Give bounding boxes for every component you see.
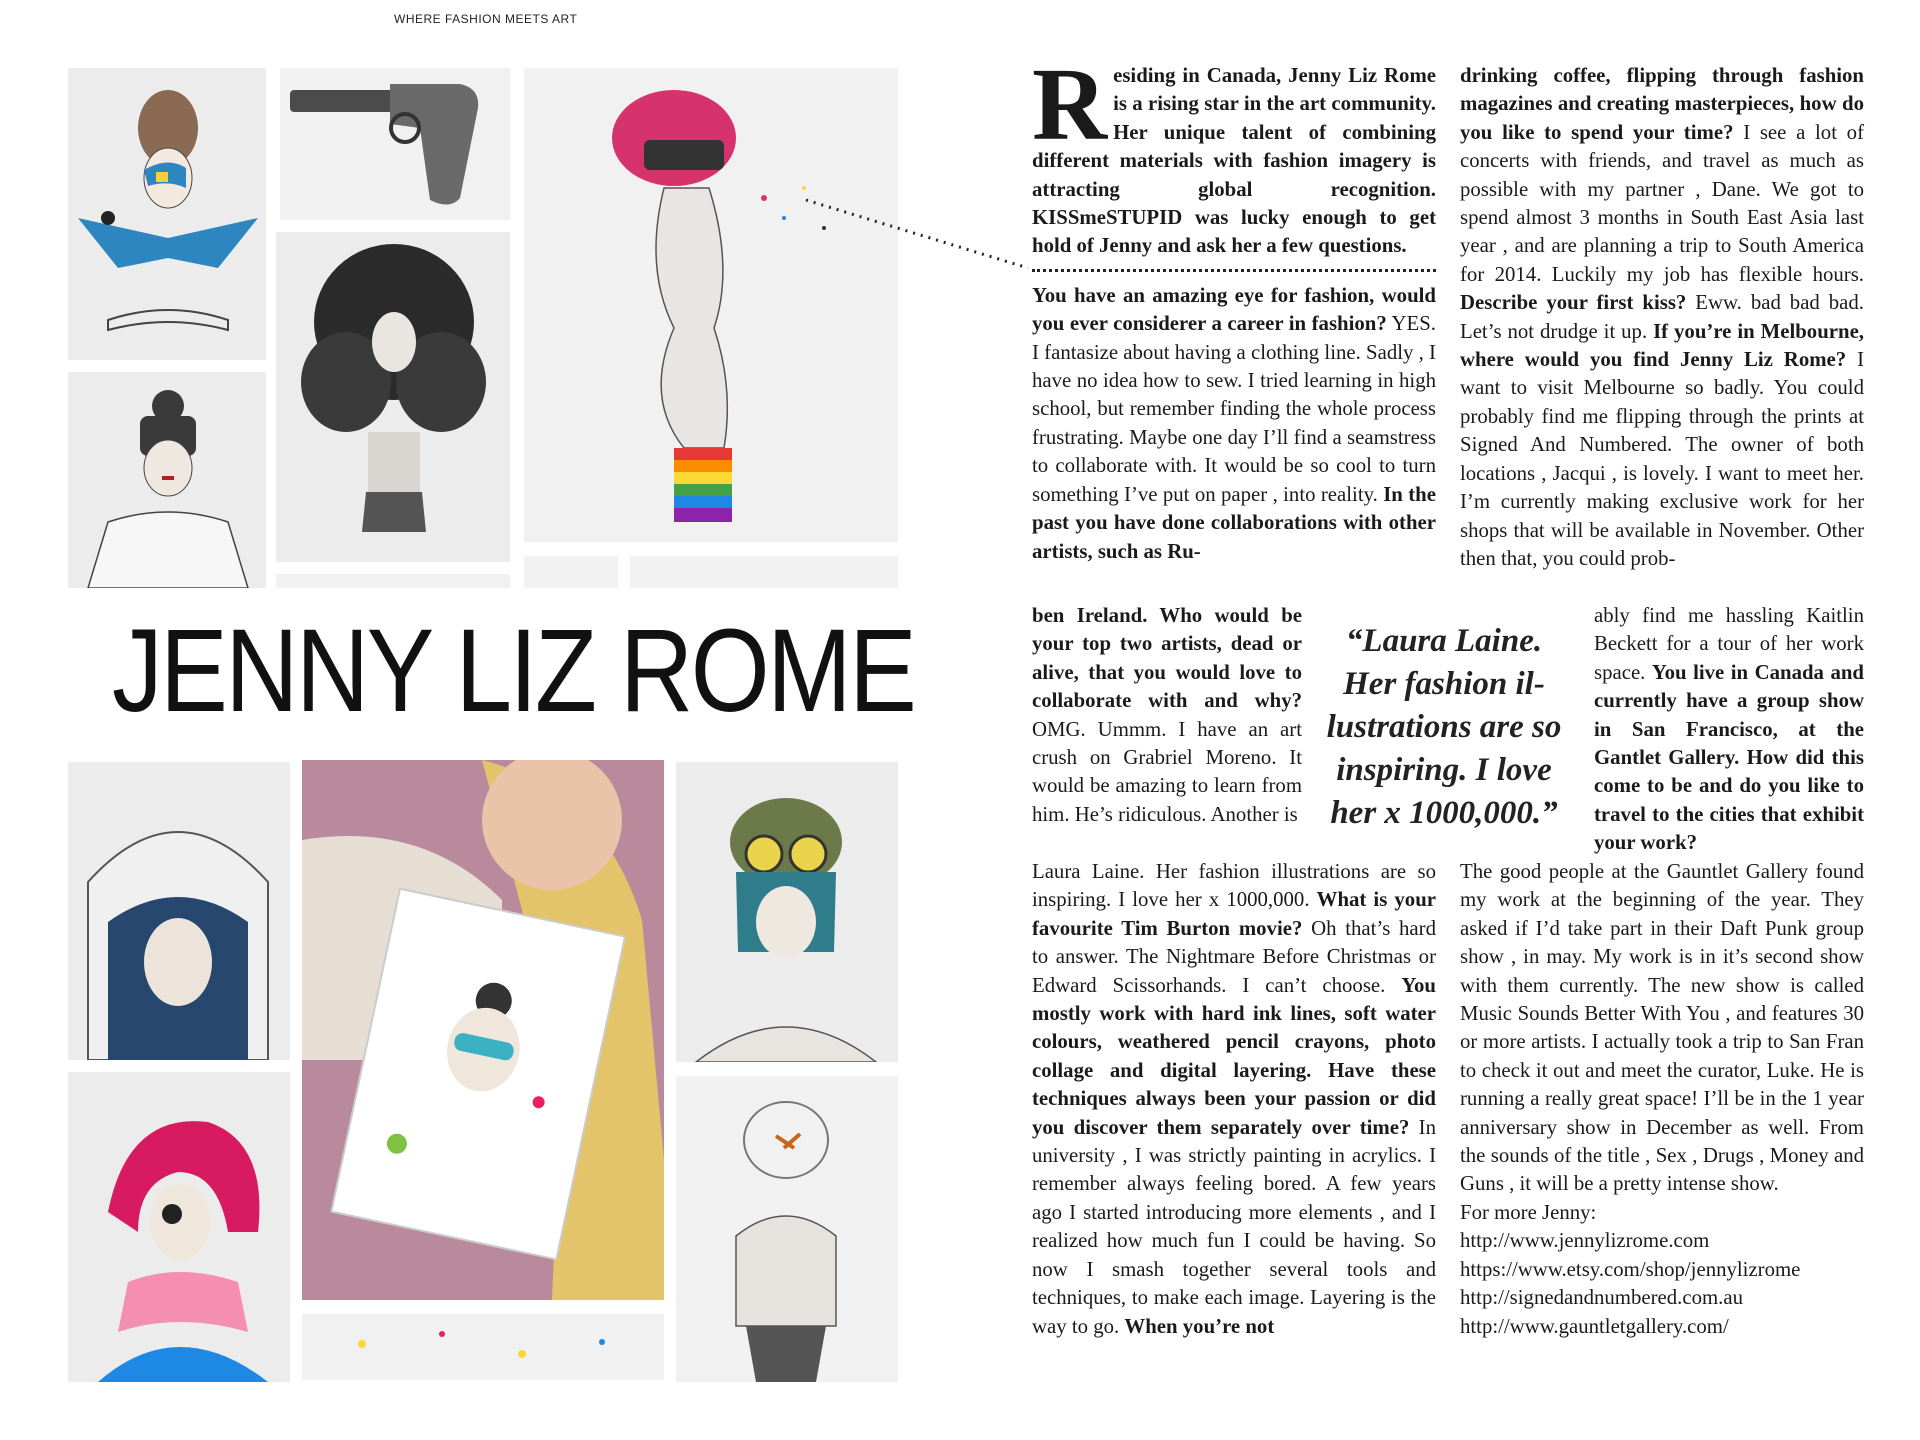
article-column-1-bottom — [1032, 858, 1436, 1341]
more-label: For more Jenny: — [1460, 1200, 1597, 1224]
question-5b: drinking coffee, flipping through fashion magazines and creating masterpieces, how do you like to spend your time? — [1460, 64, 1864, 144]
answer-5: I see a lot of concerts with friends, and travel as much as possible with my partner , Dane. We got to spend almost 3 months in South East Asia last year , and are planning a trip to South America for 2014. Luckily my job has flexible hours. — [1460, 120, 1864, 286]
pull-quote: “Laura Laine. Her fashion il-lustrations are so inspiring. I love her x 1000,000.” — [1326, 623, 1562, 831]
answer-2b: Laura Laine. Her fashion illustrations are so inspiring. I love her x 1000,000. — [1032, 860, 1436, 912]
artwork-aviator-goggles-woman — [676, 762, 898, 1062]
artwork-strip-b — [524, 556, 618, 588]
question-8: You live in Canada and currently have a group show in San Francisco, at the Gantlet Gallery. How did this come to be and do you like to travel to the cities that exhibit your work? — [1594, 660, 1864, 855]
answer-3: Oh that’s hard to answer. The Nightmare Before Christmas or Edward Scissorhands. I can’t choose. — [1032, 916, 1436, 997]
artwork-lion-hair-woman — [276, 232, 510, 562]
artwork-red-hair-eyepatch-woman — [68, 1072, 290, 1382]
link-signed-and-numbered[interactable]: http://signedandnumbered.com.au — [1460, 1286, 1744, 1310]
question-3: What is your favourite Tim Burton movie? — [1032, 888, 1436, 940]
article-column-2 — [1460, 62, 1864, 573]
link-gauntlet-gallery[interactable]: http://www.gauntletgallery.com/ — [1460, 1314, 1729, 1338]
article-column-2-bottom — [1460, 858, 1864, 1341]
question-6: Describe your first kiss? — [1460, 291, 1687, 315]
question-2a: In the past you have done collaborations with other artists, such as Ru- — [1032, 482, 1436, 563]
artwork-crowned-woman-blue-collar — [68, 68, 266, 360]
question-1: You have an amazing eye for fashion, would you ever considerer a career in fashion? — [1032, 283, 1436, 336]
link-jennylizrome[interactable]: http://www.jennylizrome.com — [1460, 1229, 1710, 1253]
question-4: You mostly work with hard ink lines, soft water colours, weathered pencil crayons, photo collage and digital layering. Have these techniques always been your passion or did you discover them separately over time? — [1032, 973, 1436, 1139]
answer-4: In university , I was strictly painting in acrylics. I remember always feeling bored. A few years ago I started introducing more elements , and I realized how much fun I could be having. So now I smash together several tools and techniques, to make each image. Layering is the way to go. — [1032, 1115, 1437, 1338]
artwork-paint-splatter-strip — [302, 1314, 664, 1380]
artwork-ornate-revolver — [280, 68, 510, 220]
artwork-rainbow-helmet-figure — [524, 68, 898, 542]
artwork-strip-c — [630, 556, 898, 588]
question-5a: When you’re not — [1124, 1314, 1275, 1338]
answer-7a: I want to visit Melbourne so badly. You could probably find me flipping through the prints at Signed And Numbered. The owner of both locations , Jacqui , is lovely. I want to meet her. I’m currently making exclusive work for her shops that will be available in November. Other then that, you could prob- — [1460, 348, 1865, 570]
article-column-1 — [1032, 47, 1436, 566]
question-7: If you’re in Melbourne, where would you find Jenny Liz Rome? — [1460, 319, 1864, 372]
photo-artist-holding-print — [302, 760, 664, 1300]
answer-7b: ably find me hassling Kaitlin Beckett for a tour of her work space. — [1594, 604, 1864, 684]
artwork-shark-hood-woman — [68, 762, 290, 1060]
intro-paragraph: Residing in Canada, Jenny Liz Rome is a rising star in the art community. Her unique talent of combining different materials with fashion imagery is attracting global recognition. KISSmeSTUPID was lucky enough to get hold of Jenny and ask her a few questions. — [1032, 47, 1436, 258]
qa-block-1 — [1032, 282, 1436, 566]
article-column-2-narrow — [1594, 602, 1864, 858]
article-column-1-narrow — [1032, 602, 1302, 829]
question-2b: ben Ireland. Who would be your top two artists, dead or alive, that you would love to collaborate with and why? — [1032, 604, 1302, 713]
artwork-strip-a — [276, 574, 510, 588]
artwork-bun-hair-woman-tshirt — [68, 372, 266, 588]
answer-1: YES. I fantasize about having a clothing line. Sadly , I have no idea how to sew. I tried learning in high school, but remember finding the whole process frustrating. Maybe one day I’ll find a seamstress to collaborate with. It would be so cool to turn something I’ve put on paper , into reality. — [1032, 312, 1436, 506]
answer-2a: OMG. Ummm. I have an art crush on Grabriel Moreno. It would be amazing to learn from him. He’s ridiculous. Another is — [1032, 717, 1302, 826]
artwork-fishbowl-head-woman — [676, 1076, 898, 1382]
answer-6: Eww. bad bad bad. Let’s not drudge it up. — [1460, 291, 1864, 343]
link-etsy-shop[interactable]: https://www.etsy.com/shop/jennylizrome — [1460, 1257, 1801, 1281]
page-title: JENNY LIZ ROME — [112, 605, 915, 737]
dotted-divider — [1032, 269, 1436, 272]
drop-cap: R — [1032, 47, 1108, 162]
running-head: WHERE FASHION MEETS ART — [394, 12, 578, 26]
answer-8: The good people at the Gauntlet Gallery found my work at the beginning of the year. They asked if I’d take part in their Daft Punk group show , in may. My work is in it’s second show with them currently. The new show is called Music Sounds Better With You , and features 30 or more artists. I actually took a trip to San Fran to check it out and meet the curator, Luke. He is running a really great space! I’ll be in the 1 year anniversary show in December as well. From the sounds of the title , Sex , Drugs , Money and Guns , it will be a pretty intense show. — [1460, 860, 1864, 1196]
